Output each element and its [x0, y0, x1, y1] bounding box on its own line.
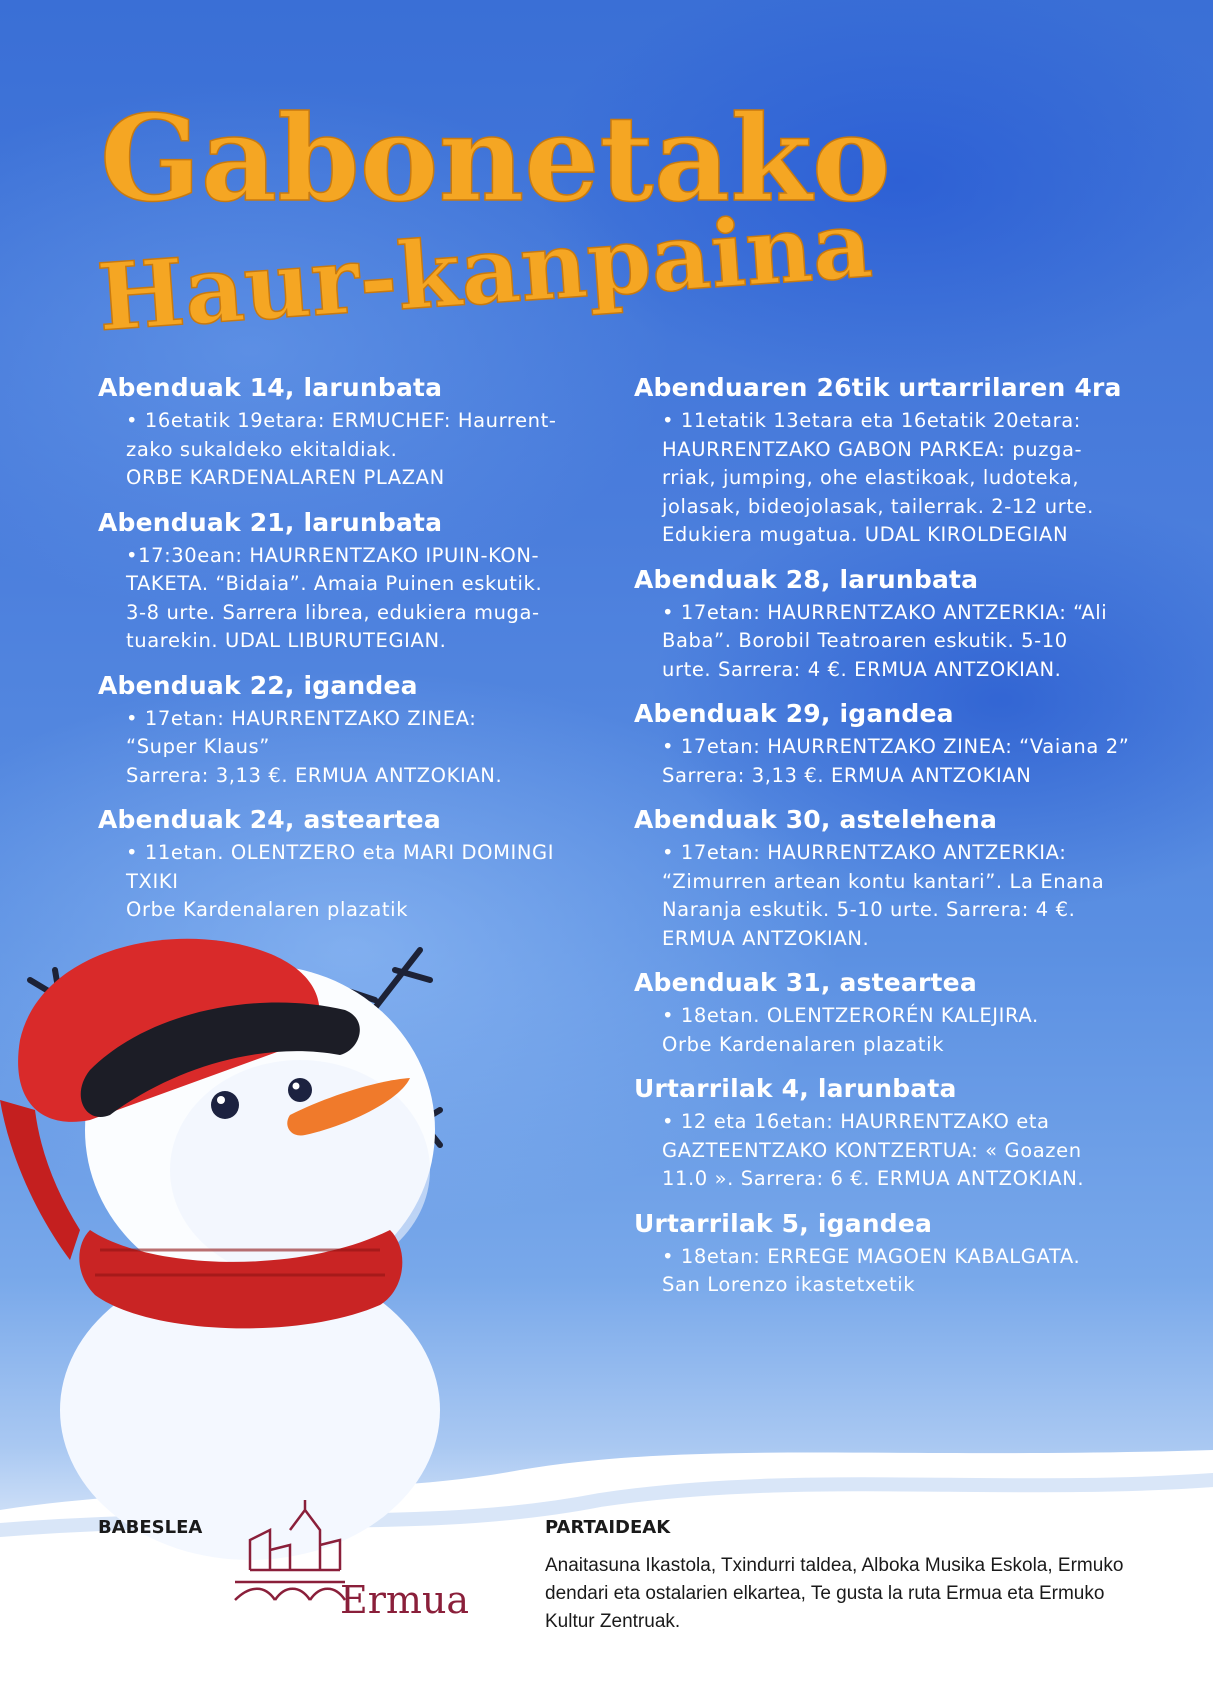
- event-item: [98, 670, 598, 791]
- event-item: [634, 372, 1154, 550]
- snowman-illustration: [0, 930, 480, 1490]
- event-item: [98, 372, 598, 493]
- event-date: Abenduak 28, larunbata: [634, 564, 979, 594]
- event-date: Abenduak 30, astelehena: [634, 805, 998, 834]
- event-details: • 16etatik 19etara: ERMUCHEF: Haurrent- zako sukaldeko ekitaldiak. ORBE KARDENALAREN PLAZAN: [126, 409, 557, 489]
- partners-list: Anaitasuna Ikastola, Txindurri taldea, Alboka Musika Eskola, Ermuko dendari eta ostalarien elkartea, Te gusta la ruta Ermua eta Ermuko Kultur Zentruak.: [545, 1555, 1124, 1632]
- event-date: Abenduak 21, larunbata: [98, 507, 443, 537]
- event-details: •17:30ean: HAURRENTZAKO IPUIN-KON- TAKETA. “Bidaia”. Amaia Puinen eskutik. 3-8 urte. Sarrera librea, edukiera muga- tuarekin. UDAL LIBURUTEGIAN.: [126, 543, 543, 652]
- event-item: [634, 698, 1154, 790]
- event-details: • 11etatik 13etara eta 16etatik 20etara: HAURRENTZAKO GABON PARKEA: puzga- rriak, jumping, ohe elastikoak, ludoteka, jolasak, bideojolasak, tailerrak. 2-12 urte. Edukiera mugatua. UDAL KIROLDEGIAN: [662, 409, 1094, 546]
- event-date: Abenduak 29, igandea: [634, 699, 954, 728]
- event-date: Urtarrilak 5, igandea: [634, 1208, 933, 1238]
- event-item: [634, 564, 1154, 685]
- event-item: [98, 507, 598, 656]
- logo-wordmark: Ermua: [340, 1578, 470, 1622]
- event-item: [634, 1073, 1154, 1194]
- title-line-1: Gabonetako: [100, 89, 891, 228]
- event-details: • 17etan: HAURRENTZAKO ZINEA: “Vaiana 2” Sarrera: 3,13 €. ERMUA ANTZOKIAN: [662, 735, 1130, 787]
- event-details: • 17etan: HAURRENTZAKO ANTZERKIA: “Zimurren artean kontu kantari”. La Enana Naranja eskutik. 5-10 urte. Sarrera: 4 €. ERMUA ANTZOKIAN.: [662, 841, 1105, 950]
- event-date: Abenduak 14, larunbata: [98, 373, 443, 402]
- event-item: [634, 1208, 1154, 1300]
- event-details: • 18etan. OLENTZERORÉN KALEJIRA. Orbe Kardenalaren plazatik: [662, 1004, 1039, 1056]
- campaign-title: [94, 50, 891, 360]
- event-date: Abenduak 22, igandea: [98, 670, 418, 700]
- event-item: [634, 804, 1154, 953]
- events-right-column: [634, 372, 1154, 1314]
- sponsor-label: BABESLEA: [98, 1517, 203, 1538]
- event-item: [634, 967, 1154, 1059]
- event-date: Urtarrilak 4, larunbata: [634, 1074, 957, 1103]
- event-details: • 11etan. OLENTZERO eta MARI DOMINGI TXIKI Orbe Kardenalaren plazatik: [126, 841, 555, 921]
- partners-label: PARTAIDEAK: [545, 1517, 671, 1538]
- events-left-column: [98, 372, 598, 939]
- event-details: • 17etan: HAURRENTZAKO ANTZERKIA: “Ali Baba”. Borobil Teatroaren eskutik. 5-10 urte. Sarrera: 4 €. ERMUA ANTZOKIAN.: [662, 600, 1108, 681]
- event-details: • 17etan: HAURRENTZAKO ZINEA: “Super Klaus” Sarrera: 3,13 €. ERMUA ANTZOKIAN.: [126, 706, 503, 787]
- event-details: • 18etan: ERREGE MAGOEN KABALGATA. San Lorenzo ikastetxetik: [662, 1244, 1081, 1296]
- event-date: Abenduak 24, asteartea: [98, 805, 441, 834]
- event-date: Abenduak 31, asteartea: [634, 968, 977, 997]
- event-details: • 12 eta 16etan: HAURRENTZAKO eta GAZTEENTZAKO KONTZERTUA: « Goazen 11.0 ». Sarrera: 6 €. ERMUA ANTZOKIAN.: [662, 1110, 1085, 1190]
- event-item: [98, 804, 598, 925]
- title-line-2: Haur-kanpaina: [94, 190, 876, 352]
- event-date: Abenduaren 26tik urtarrilaren 4ra: [634, 373, 1122, 402]
